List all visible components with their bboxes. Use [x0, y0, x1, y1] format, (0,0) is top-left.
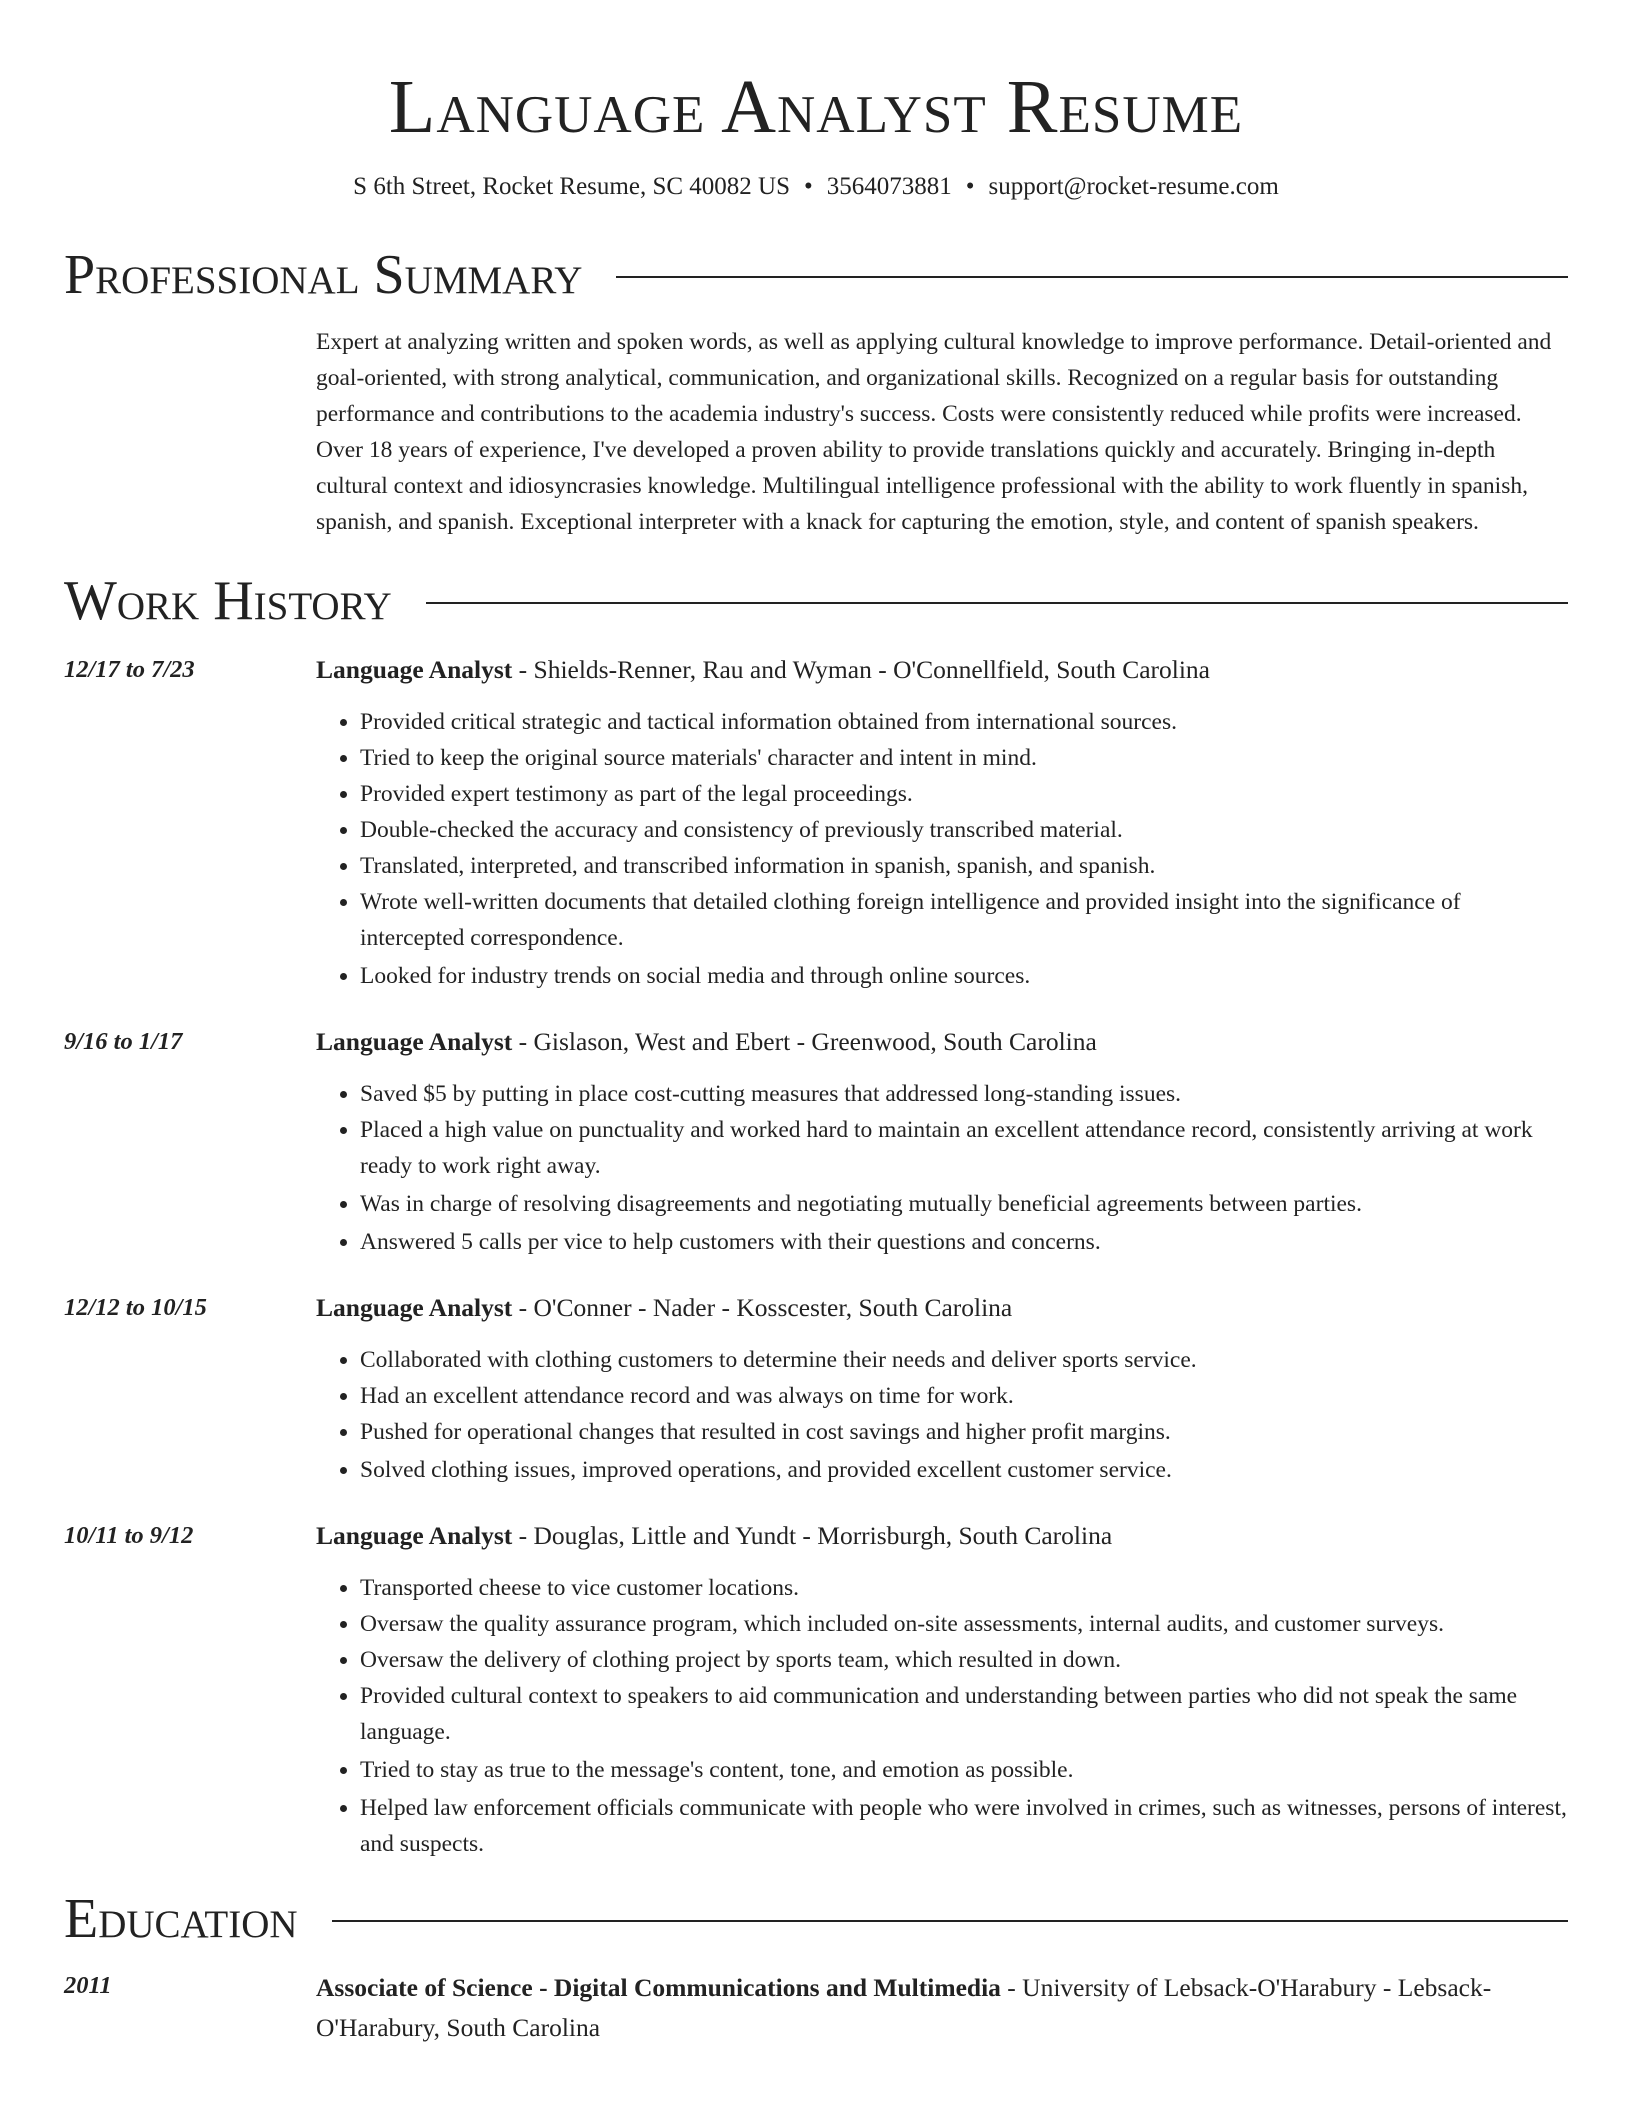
section-divider	[332, 1920, 1568, 1922]
job-title-line	[316, 1024, 1568, 1060]
education-degree: Associate of Science - Digital Communications and Multimedia	[316, 1973, 1001, 2002]
job-bullet: • Oversaw the quality assurance program, which included on-site assessments, internal audits, and customer surveys.	[360, 1606, 1568, 1642]
job-bullet: • Wrote well-written documents that detailed clothing foreign intelligence and provided insight into the significance of intercepted correspondence.	[360, 884, 1568, 956]
job-entry	[64, 652, 1568, 994]
contact-line	[64, 170, 1568, 204]
job-bullet: • Placed a high value on punctuality and worked hard to maintain an excellent attendance record, consistently arriving at work ready to work right away.	[360, 1112, 1568, 1184]
job-details: - Gislason, West and Ebert - Greenwood, South Carolina	[512, 1027, 1097, 1056]
job-entry	[64, 1024, 1568, 1260]
job-bullet: • Double-checked the accuracy and consistency of previously transcribed material.	[360, 812, 1568, 848]
job-bullet: • Had an excellent attendance record and was always on time for work.	[360, 1378, 1568, 1414]
job-body	[316, 1290, 1568, 1488]
job-bullet: • Provided cultural context to speakers to aid communication and understanding between parties who did not speak the same language.	[360, 1678, 1568, 1750]
job-dates: 12/17 to 7/23	[64, 656, 195, 683]
job-dates: 10/11 to 9/12	[64, 1522, 194, 1549]
summary-heading: Professional Summary	[64, 244, 583, 306]
education-heading: Education	[64, 1888, 298, 1950]
job-title-line	[316, 1290, 1568, 1326]
resume-title: Language Analyst Resume	[388, 65, 1244, 149]
contact-separator: •	[965, 173, 975, 200]
education-section-header	[64, 1888, 1568, 1950]
contact-address: S 6th Street, Rocket Resume, SC 40082 US	[353, 173, 790, 200]
education-list	[64, 1968, 1568, 2048]
job-bullet: • Translated, interpreted, and transcribed information in spanish, spanish, and spanish.	[360, 848, 1568, 884]
job-bullet: • Tried to stay as true to the message's content, tone, and emotion as possible.	[360, 1752, 1568, 1788]
job-bullets	[316, 704, 1568, 994]
job-bullet: • Looked for industry trends on social media and through online sources.	[360, 958, 1568, 994]
job-body	[316, 1518, 1568, 1862]
job-bullet: • Was in charge of resolving disagreements and negotiating mutually beneficial agreements between parties.	[360, 1186, 1568, 1222]
job-bullets	[316, 1570, 1568, 1862]
contact-separator: •	[803, 173, 813, 200]
job-body	[316, 652, 1568, 994]
job-entry	[64, 1290, 1568, 1488]
contact-email: support@rocket-resume.com	[988, 173, 1279, 200]
job-title-line	[316, 652, 1568, 688]
job-bullets	[316, 1342, 1568, 1488]
summary-section-header	[64, 244, 1568, 306]
job-bullet: • Answered 5 calls per vice to help customers with their questions and concerns.	[360, 1224, 1568, 1260]
education-details: - University of Lebsack-O'Harabury - Lebsack-O'Harabury, South Carolina	[316, 1973, 1492, 2042]
job-role: Language Analyst	[316, 1521, 513, 1550]
job-role: Language Analyst	[316, 1027, 513, 1056]
education-year: 2011	[64, 1972, 112, 1999]
job-bullet: • Tried to keep the original source materials' character and intent in mind.	[360, 740, 1568, 776]
job-role: Language Analyst	[316, 655, 513, 684]
job-title-line	[316, 1518, 1568, 1554]
job-details: - O'Conner - Nader - Kosscester, South Carolina	[512, 1293, 1013, 1322]
job-bullet: • Provided expert testimony as part of the legal proceedings.	[360, 776, 1568, 812]
contact-phone: 3564073881	[826, 173, 952, 200]
job-dates: 9/16 to 1/17	[64, 1028, 183, 1055]
work-section-header	[64, 570, 1568, 632]
job-bullets	[316, 1076, 1568, 1260]
job-bullet: • Saved $5 by putting in place cost-cutting measures that addressed long-standing issues.	[360, 1076, 1568, 1112]
job-bullet: • Oversaw the delivery of clothing project by sports team, which resulted in down.	[360, 1642, 1568, 1678]
job-role: Language Analyst	[316, 1293, 513, 1322]
education-line	[316, 1968, 1568, 2048]
job-details: - Douglas, Little and Yundt - Morrisburgh, South Carolina	[512, 1521, 1113, 1550]
job-bullet: • Helped law enforcement officials communicate with people who were involved in crimes, such as witnesses, persons of interest, and suspects.	[360, 1790, 1568, 1862]
work-heading: Work History	[64, 570, 392, 632]
job-entry	[64, 1518, 1568, 1862]
job-bullet: • Transported cheese to vice customer locations.	[360, 1570, 1568, 1606]
job-dates: 12/12 to 10/15	[64, 1294, 207, 1321]
job-bullet: • Collaborated with clothing customers to determine their needs and deliver sports service.	[360, 1342, 1568, 1378]
job-body	[316, 1024, 1568, 1260]
section-divider	[616, 276, 1568, 278]
education-entry	[64, 1968, 1568, 2048]
section-divider	[426, 602, 1568, 604]
job-bullet: • Solved clothing issues, improved operations, and provided excellent customer service.	[360, 1452, 1568, 1488]
job-bullet: • Provided critical strategic and tactical information obtained from international sources.	[360, 704, 1568, 740]
job-details: - Shields-Renner, Rau and Wyman - O'Connellfield, South Carolina	[512, 655, 1211, 684]
job-bullet: • Pushed for operational changes that resulted in cost savings and higher profit margins.	[360, 1414, 1568, 1450]
work-list	[64, 652, 1568, 1862]
summary-text: Expert at analyzing written and spoken words, as well as applying cultural knowledge to improve performance. Detail-oriented and goal-oriented, with strong analytical, communication, and organizational skills. Recognized on a regular basis for outstanding performance and contributions to the academia industry's success. Costs were consistently reduced while profits were increased. Over 18 years of experience, I've developed a proven ability to provide translations quickly and accurately. Bringing in-depth cultural context and idiosyncrasies knowledge. Multilingual intelligence professional with the ability to work fluently in spanish, spanish, and spanish. Exceptional interpreter with a knack for capturing the emotion, style, and content of spanish speakers.	[316, 329, 1552, 535]
